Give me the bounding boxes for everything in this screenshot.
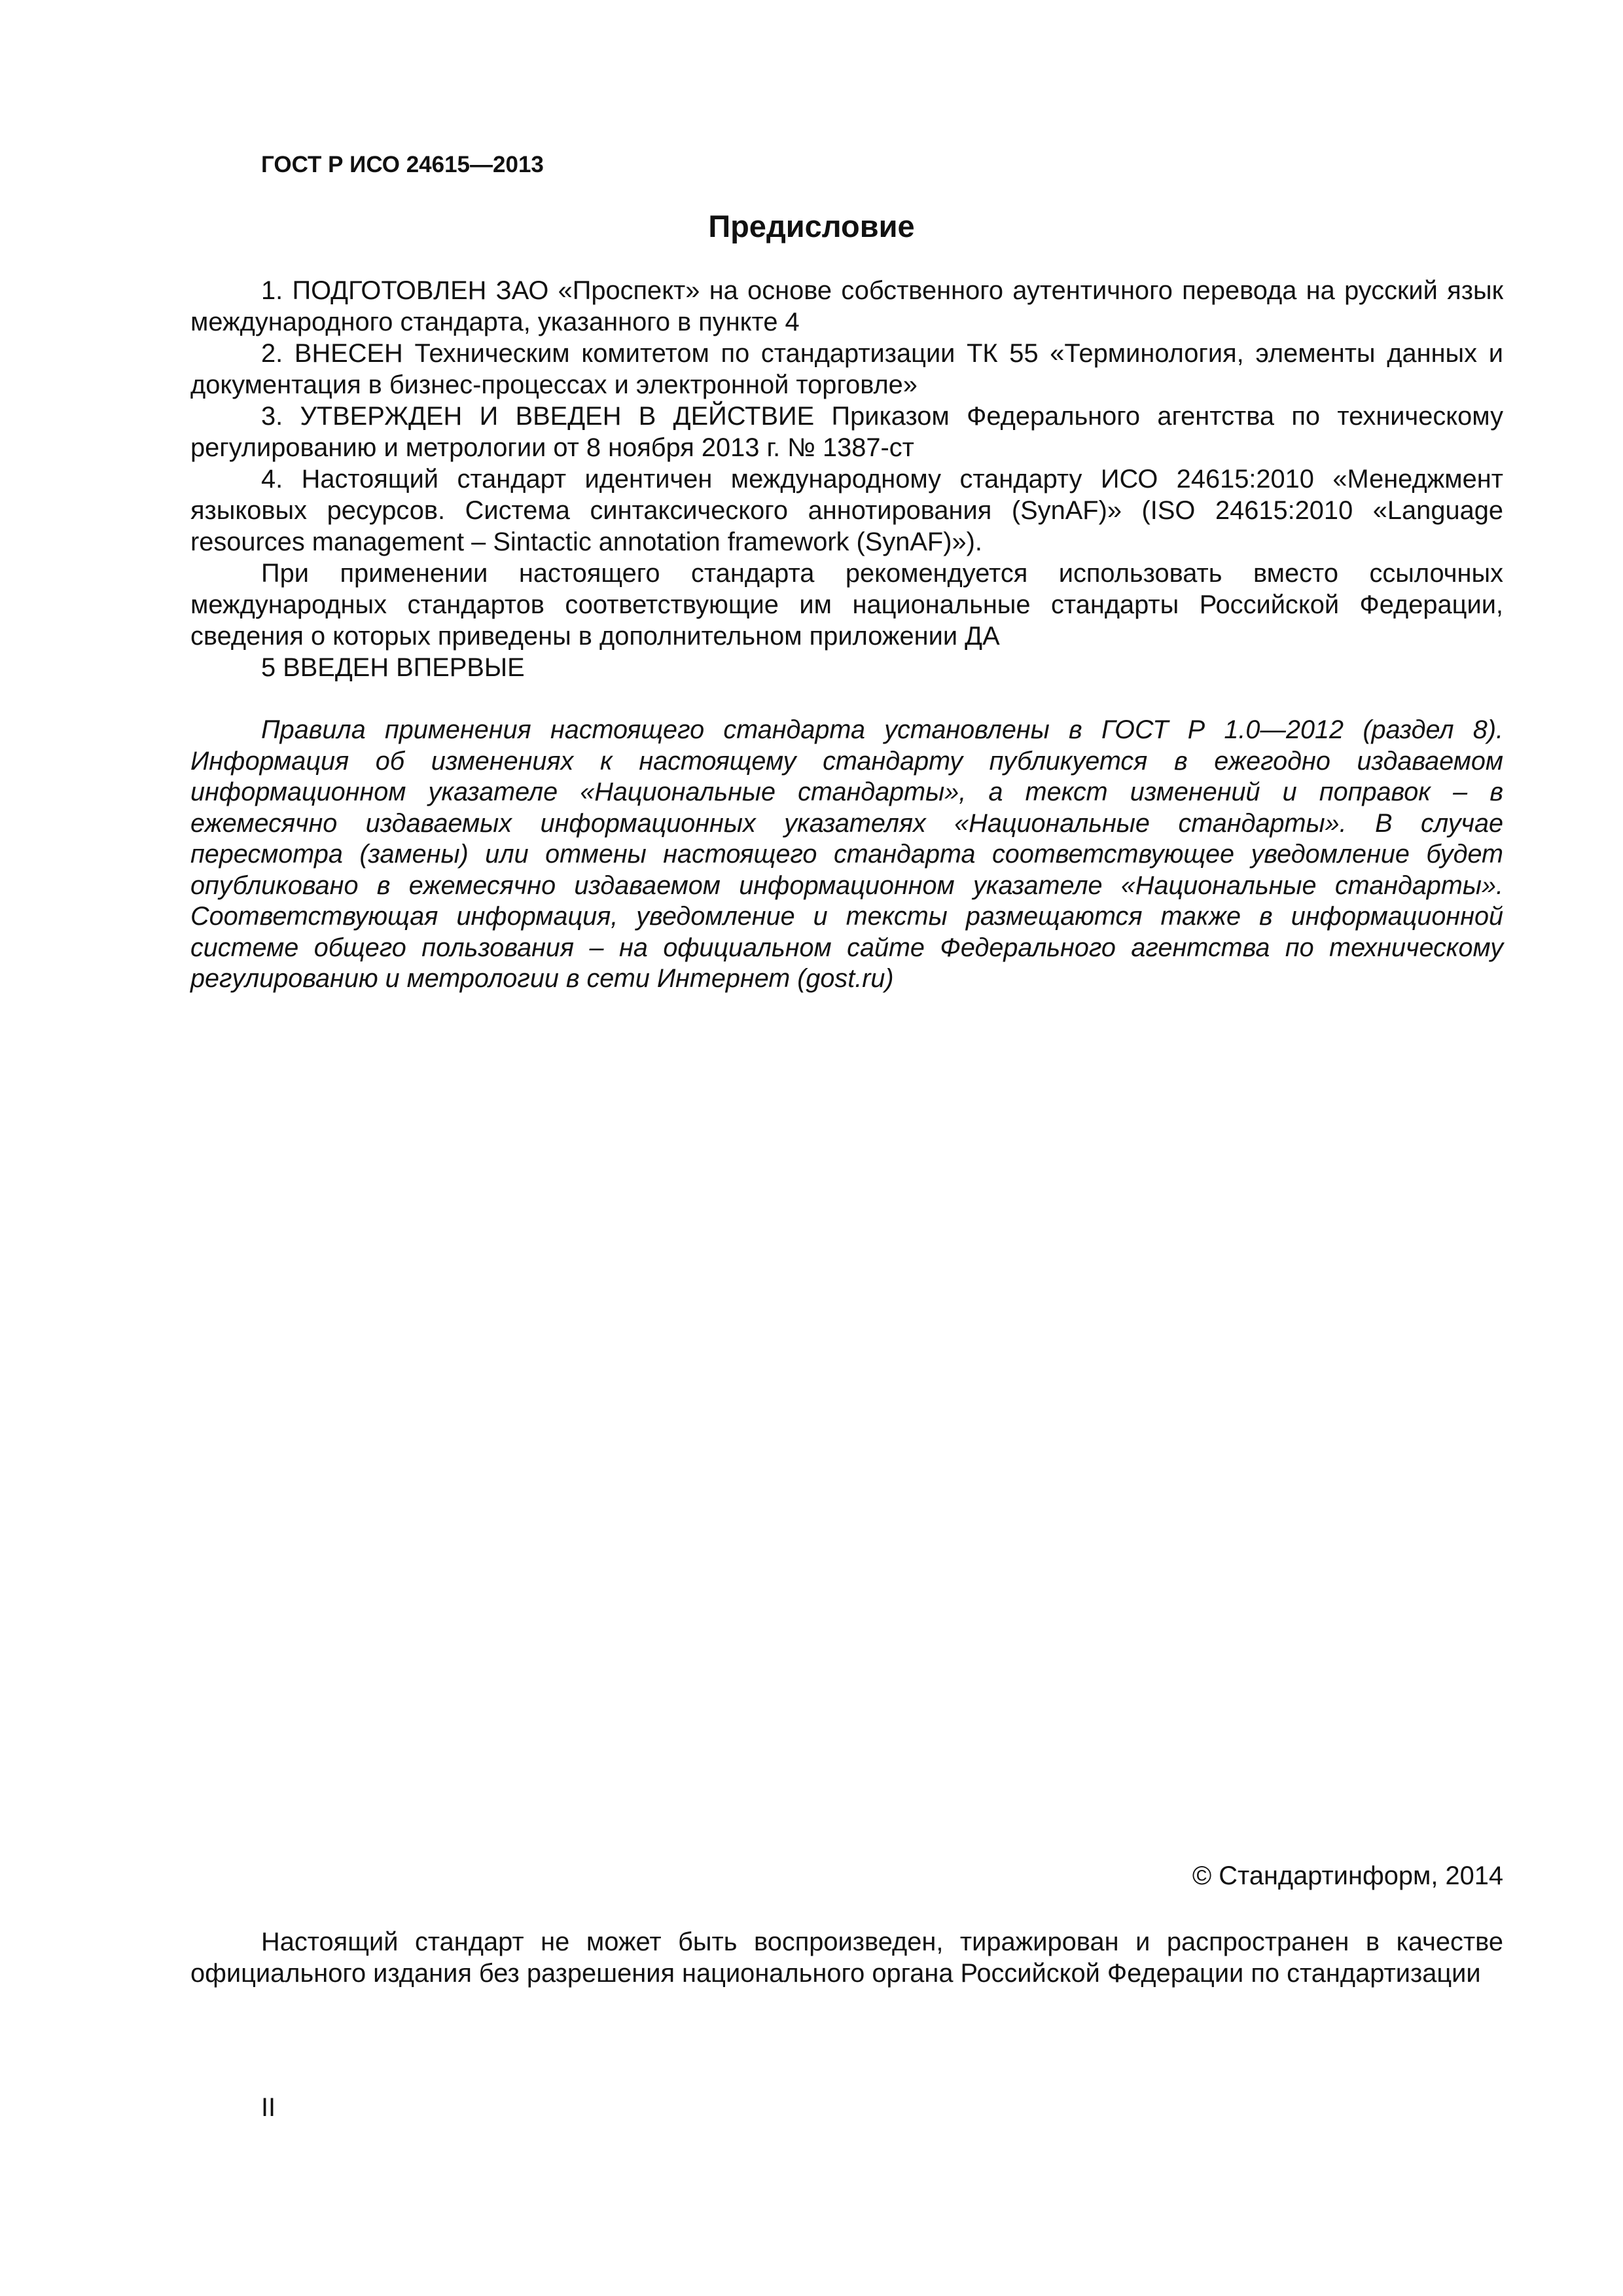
reproduction-notice: Настоящий стандарт не может быть воспроизведен, тиражирован и распространен в качестве официального издания без разрешения национального органа Российской Федерации по стандартизации	[190, 1928, 1503, 1988]
page-number: II	[261, 2093, 276, 2122]
copyright-line: © Стандартинформ, 2014	[1192, 1861, 1503, 1890]
foreword-item-4: 4. Настоящий стандарт идентичен международному стандарту ИСО 24615:2010 «Менеджмент языковых ресурсов. Система синтаксического аннотирования (SynAF)» (ISO 24615:2010 «Language resources management – Sintactic annotation framework (SynAF)»).	[190, 465, 1503, 556]
document-number-header: ГОСТ Р ИСО 24615—2013	[261, 152, 544, 177]
foreword-item-4-reference-note: При применении настоящего стандарта рекомендуется использовать вместо ссылочных международных стандартов соответствующие им национальные стандарты Российской Федерации, сведения о которых приведены в дополнительном приложении ДА	[190, 559, 1503, 651]
foreword-body	[190, 275, 1503, 683]
application-rules-note: Правила применения настоящего стандарта установлены в ГОСТ Р 1.0—2012 (раздел 8). Информация об изменениях к настоящему стандарту публикуется в ежегодно издаваемом информационном указателе «Национальные стандарты», а текст изменений и поправок – в ежемесячно издаваемых информационных указателях «Национальные стандарты». В случае пересмотра (замены) или отмены настоящего стандарта соответствующее уведомление будет опубликовано в ежемесячно издаваемом информационном указателе «Национальные стандарты». Соответствующая информация, уведомление и тексты размещаются также в информационной системе общего пользования – на официальном сайте Федерального агентства по техническому регулированию и метрологии в сети Интернет (gost.ru)	[190, 715, 1503, 993]
page-title: Предисловие	[708, 209, 915, 243]
foreword-item-5: 5 ВВЕДЕН ВПЕРВЫЕ	[261, 653, 525, 682]
foreword-item-1: 1. ПОДГОТОВЛЕН ЗАО «Проспект» на основе собственного аутентичного перевода на русский язык международного стандарта, указанного в пункте 4	[190, 276, 1503, 336]
foreword-item-2: 2. ВНЕСЕН Техническим комитетом по стандартизации ТК 55 «Терминология, элементы данных и документация в бизнес-процессах и электронной торговле»	[190, 339, 1503, 399]
foreword-item-3: 3. УТВЕРЖДЕН И ВВЕДЕН В ДЕЙСТВИЕ Приказом Федерального агентства по техническому регулированию и метрологии от 8 ноября 2013 г. № 1387-ст	[190, 402, 1503, 462]
